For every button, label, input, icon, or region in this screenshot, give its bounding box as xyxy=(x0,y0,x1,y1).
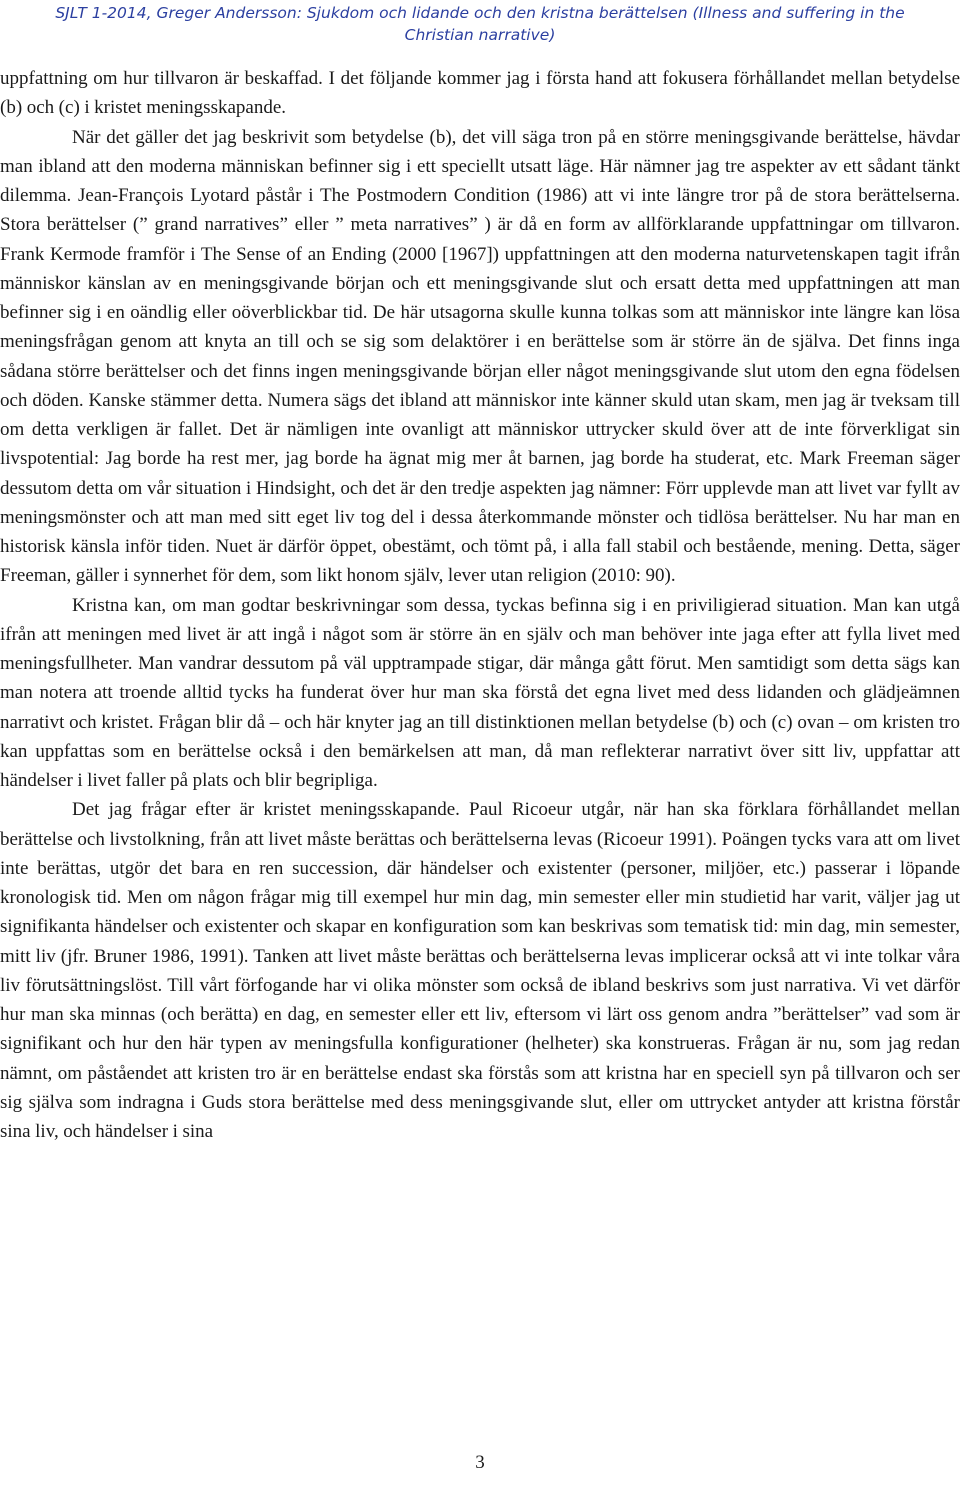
paragraph: uppfattning om hur tillvaron är beskaffad. I det följande kommer jag i första hand att fokusera förhållandet mellan betydelse (b) och (c) i kristet meningsskapande. xyxy=(0,68,960,119)
running-header-line-2: Christian narrative) xyxy=(404,26,556,44)
running-header-line-1: SJLT 1-2014, Greger Andersson: Sjukdom och lidande och den kristna berättelsen (Illness and suffering in the xyxy=(55,4,905,22)
body-text xyxy=(0,64,960,1146)
paragraph: När det gäller det jag beskrivit som betydelse (b), det vill säga tron på en större meningsgivande berättelse, hävdar man ibland att den moderna människan befinner sig i ett speciellt utsatt läge. Här nämner jag tre aspekter av ett sådant tänkt dilemma. Jean-François Lyotard påstår i The Postmodern Condition (1986) att vi inte längre tror på de stora berättelserna. Stora berättelser (” grand narratives” eller ” meta narratives” ) är då en form av allförklarande uppfattningar om tillvaron. Frank Kermode framför i The Sense of an Ending (2000 [1967]) uppfattningen att den moderna naturvetenskapen tagit ifrån människor känslan av en meningsgivande början och ett meningsgivande slut och ersatt detta med uppfattningen att man befinner sig i en oändlig eller oöverblickbar tid. De här utsagorna skulle kunna tolkas som att människor inte längre kan lösa meningsfrågan genom att knyta an till och se sig som delaktörer i en berättelse som är större än de själva. Det finns inga sådana större berättelser och det finns ingen meningsgivande början eller något meningsgivande slut utom den egna födelsen och döden. Kanske stämmer detta. Numera sägs det ibland att människor inte känner skuld utan skam, men jag är tveksam till om detta verkligen är fallet. Det är nämligen inte ovanligt att människor uttrycker skuld över att de inte förverkligat sin livspotential: Jag borde ha rest mer, jag borde ha ägnat mig mer åt barnen, jag borde ha studerat, etc. Mark Freeman säger dessutom detta om vår situation i Hindsight, och det är den tredje aspekten jag nämner: Förr upplevde man att livet var fyllt av meningsmönster och att man med sitt eget liv tog del i dessa återkommande mönster och tidlösa berättelser. Nu har man en historisk känsla inför tiden. Nuet är därför öppet, obestämt, och tömt på, i alla fall stabil och bestående, mening. Detta, säger Freeman, gäller i synnerhet för dem, som likt honom själv, lever utan religion (2010: 90). xyxy=(0,126,960,587)
page-number: 3 xyxy=(475,1452,485,1473)
running-header xyxy=(0,0,960,52)
paragraph: Det jag frågar efter är kristet meningsskapande. Paul Ricoeur utgår, när han ska förklara förhållandet mellan berättelse och livstolkning, från att livet måste berättas och berättelserna levas (Ricoeur 1991). Poängen tycks vara att om livet inte berättas, utgör det bara en ren succession, där händelser och existenter (personer, miljöer, etc.) passerar i löpande kronologisk tid. Men om någon frågar mig till exempel hur min dag, min semester eller min studietid har varit, väljer jag ut signifikanta händelser och existenter och skapar en konfiguration som kan beskrivas som tematisk tid: min dag, min semester, mitt liv (jfr. Bruner 1986, 1991). Tanken att livet måste berättas och berättelserna levas implicerar också att vi inte tolkar våra liv förutsättningslöst. Till vårt förfogande har vi olika mönster som också de ibland beskrivs som just narrativa. Vi vet därför hur man ska minnas (och berätta) en dag, en semester eller ett liv, eftersom vi lärt oss genom andra ”berättelser” vad som är signifikant och hur den här typen av meningsfulla konfigurationer (helheter) ska konstrueras. Frågan är nu, som jag redan nämnt, om påståendet att kristen tro är en berättelse endast ska förstås som att kristna har en speciell syn på tillvaron och ser sig själva som indragna i Guds stora berättelse med dess meningsgivande slut, eller om uttrycket antyder att kristna förstår sina liv, och händelser i sina xyxy=(0,799,960,1142)
paragraph: Kristna kan, om man godtar beskrivningar som dessa, tyckas befinna sig i en priviligierad situation. Man kan utgå ifrån att meningen med livet är att ingå i något som är större än en själv och man behöver inte jaga efter att fylla livet med meningsfullheter. Man vandrar dessutom på väl upptrampade stigar, där många gått förut. Men samtidigt som detta sägs kan man notera att troende alltid tycks ha funderat över hur man ska förstå det egna livet med dess lidanden och glädjeämnen narrativt och kristet. Frågan blir då – och här knyter jag an till distinktionen mellan betydelse (b) och (c) ovan – om kristen tro kan uppfattas som en berättelse också i den bemärkelsen att man, då man reflekterar narrativt över sitt liv, uppfattar att händelser i livet faller på plats och blir begripliga. xyxy=(0,594,960,791)
